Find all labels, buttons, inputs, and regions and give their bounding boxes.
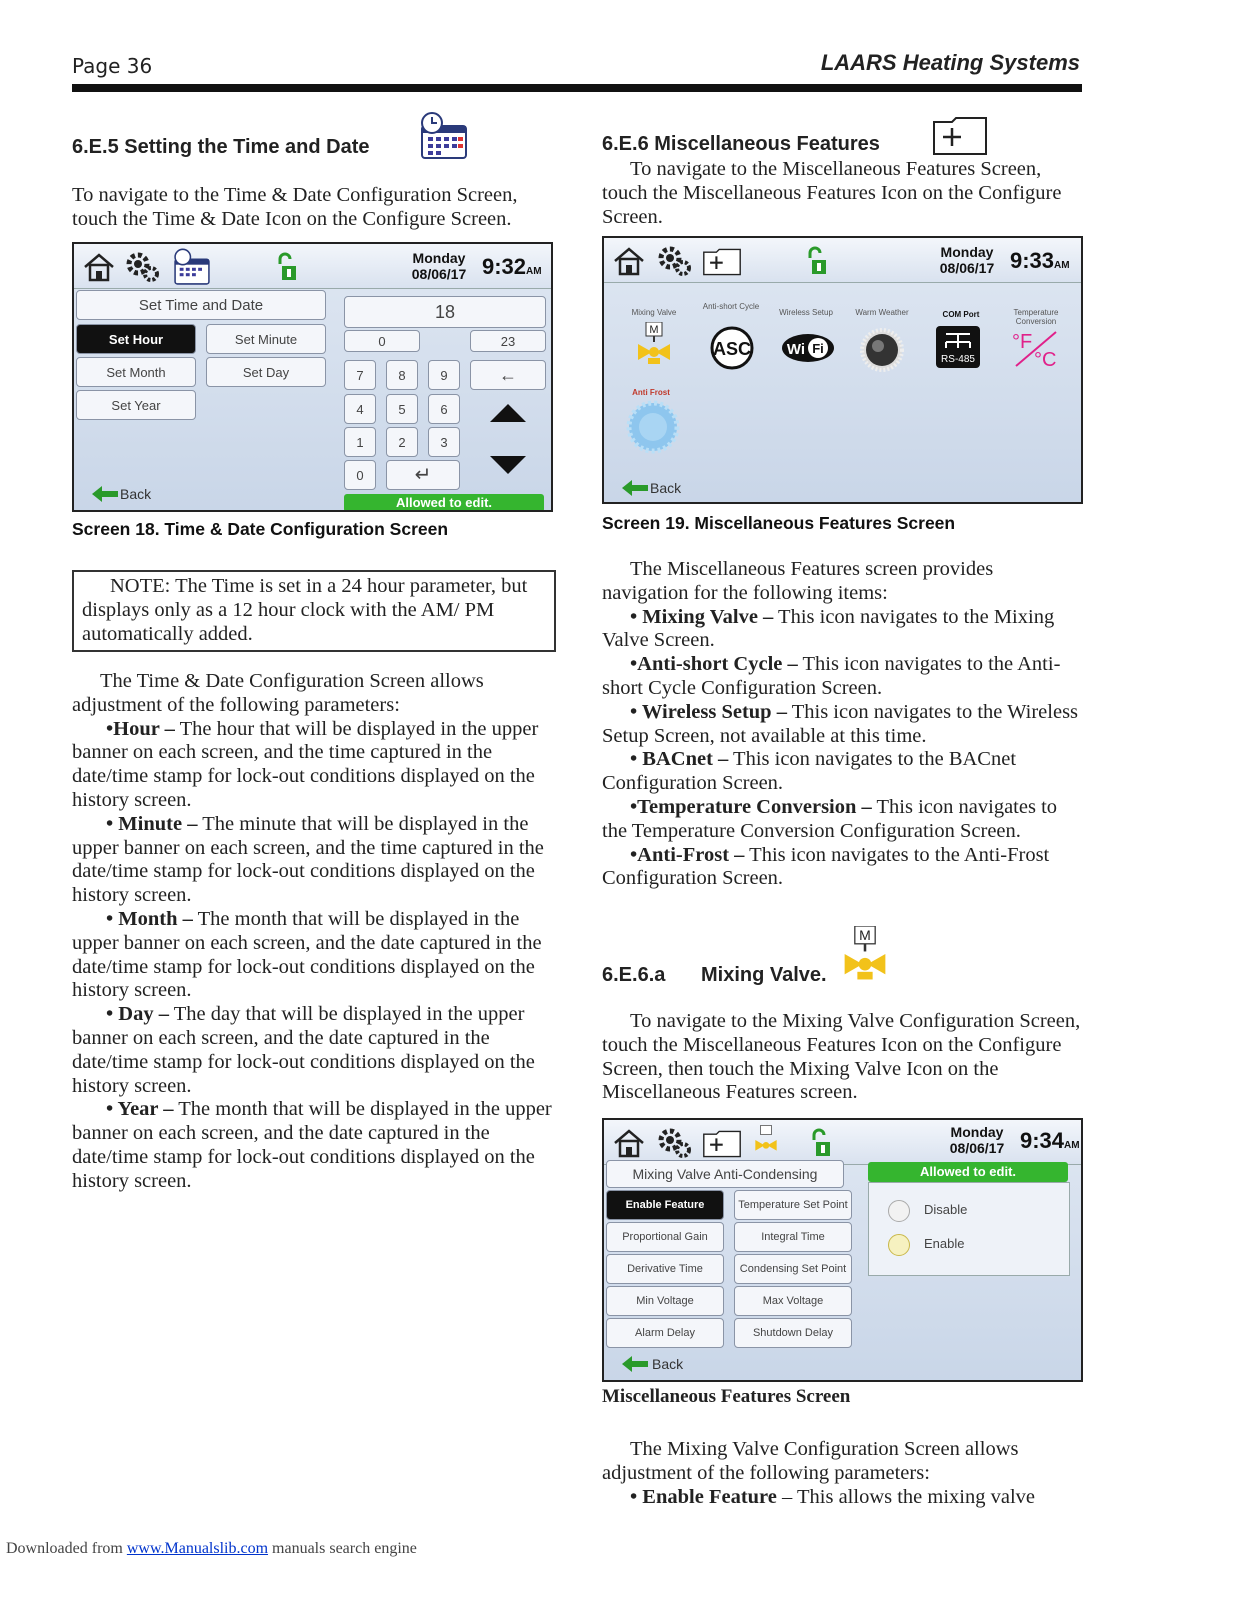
svg-text:°F: °F (1012, 331, 1033, 353)
screen-18-time: 9:32AM (482, 254, 542, 279)
home-icon (612, 1128, 646, 1163)
screen-19-day: Monday (940, 244, 994, 260)
param-day: • Day – The day that will be displayed in the upper banner on each screen, and the date captured in the date/time stamp for lock-out conditions displayed on the history screen. (72, 1003, 535, 1097)
mv-screen-time: 9:34AM (1020, 1128, 1080, 1153)
shutdown-delay-button[interactable]: Shutdown Delay (734, 1318, 852, 1348)
param-month: • Month – The month that will be displayed in the upper banner on each screen, and the date captured in the date/time stamp for lock-out conditions displayed on the history screen. (72, 907, 542, 1002)
mixing-valve-intro (602, 1010, 1084, 1105)
item-bacnet: • BACnet – This icon navigates to the BACnet Configuration Screen. (602, 748, 1017, 795)
intro-time-date: To navigate to the Time & Date Configuration Screen, touch the Time & Date Icon on the Configure Screen. (72, 184, 518, 230)
backspace-key[interactable]: ← (470, 360, 546, 390)
enter-key[interactable]: ↵ (386, 460, 460, 490)
caption-mixing-valve-screen: Miscellaneous Features Screen (602, 1386, 851, 1407)
misc-intro-para: The Miscellaneous Features screen provides navigation for the following items: (602, 558, 994, 604)
set-day-button[interactable]: Set Day (206, 357, 326, 387)
mixing-valve-screen-image (602, 1118, 1083, 1382)
intro-misc (602, 158, 1084, 229)
note-box (72, 570, 556, 652)
folder-plus-icon (702, 1130, 742, 1163)
section-title-time-date: 6.E.5 Setting the Time and Date (72, 136, 370, 158)
item-mixing-valve: • Mixing Valve – This icon navigates to the Mixing Valve Screen. (602, 605, 1055, 652)
svg-text:ASC: ASC (712, 339, 752, 359)
svg-text:M: M (859, 927, 871, 943)
mixing-valve-params (602, 1438, 1084, 1509)
item-anti-short-cycle: •Anti-short Cycle – This icon navigates to the Anti-short Cycle Configuration Screen. (602, 653, 1061, 699)
wifi-icon[interactable] (780, 332, 836, 369)
key-9[interactable]: 9 (428, 360, 460, 390)
param-minute: • Minute – The minute that will be displayed in the upper banner on each screen, and the time captured in the date/time stamp for lock-out conditions displayed on the history screen. (72, 812, 544, 907)
folder-plus-icon (932, 116, 988, 161)
svg-text:M: M (649, 324, 659, 336)
arrow-down-icon[interactable] (486, 450, 530, 485)
max-value: 23 (470, 330, 546, 352)
set-time-and-date-title: Set Time and Date (76, 290, 326, 320)
temperature-conversion-icon[interactable] (1008, 328, 1064, 375)
param-hour: •Hour – The hour that will be displayed in the upper banner on each screen, and the time captured in the date/time stamp for lock-out conditions displayed on the history screen. (72, 717, 539, 811)
screen-18-day: Monday (412, 250, 466, 266)
param-year: • Year – The month that will be displayed in the upper banner on each screen, and the date captured in the date/time stamp for lock-out conditions displayed on the history screen. (72, 1098, 552, 1192)
footer-prefix: Downloaded from (6, 1540, 127, 1557)
key-1[interactable]: 1 (344, 427, 376, 457)
unlock-icon (276, 252, 298, 287)
key-5[interactable]: 5 (386, 394, 418, 424)
svg-text:Fi: Fi (812, 341, 824, 356)
param-enable-feature: • Enable Feature – This allows the mixing valve (630, 1485, 1035, 1508)
back-arrow-icon[interactable] (622, 1356, 648, 1377)
label-temperature-conversion: Temperature Conversion (1013, 308, 1059, 326)
unlock-icon (810, 1128, 832, 1163)
enable-label: Enable (924, 1236, 965, 1251)
header-rule (72, 84, 1082, 92)
key-0[interactable]: 0 (344, 460, 376, 490)
time-date-params (72, 670, 554, 1194)
min-voltage-button[interactable]: Min Voltage (606, 1286, 724, 1316)
asc-icon[interactable] (704, 324, 760, 377)
set-hour-button[interactable]: Set Hour (76, 324, 196, 354)
set-minute-button[interactable]: Set Minute (206, 324, 326, 354)
allowed-to-edit-badge: Allowed to edit. (868, 1162, 1068, 1182)
enable-radio[interactable] (888, 1234, 910, 1256)
rs485-icon[interactable] (934, 324, 982, 375)
key-2[interactable]: 2 (386, 427, 418, 457)
home-icon (612, 246, 646, 281)
allowed-to-edit-badge: Allowed to edit. (344, 494, 544, 512)
misc-items (602, 558, 1084, 891)
max-voltage-button[interactable]: Max Voltage (734, 1286, 852, 1316)
page-number: Page 36 (72, 54, 153, 78)
back-button[interactable]: Back (650, 480, 682, 496)
screen-19-date: 08/06/17 (939, 260, 995, 276)
gear-icon (656, 244, 692, 283)
back-button[interactable]: Back (120, 486, 152, 502)
back-button[interactable]: Back (652, 1356, 684, 1372)
anti-frost-icon[interactable] (626, 400, 680, 459)
arrow-up-icon[interactable] (486, 398, 530, 433)
calendar-clock-icon (172, 248, 212, 291)
mixing-valve-params-intro: The Mixing Valve Configuration Screen allows adjustment of the following parameters: (602, 1438, 1019, 1484)
mixing-valve-icon (842, 926, 888, 987)
set-year-button[interactable]: Set Year (76, 390, 196, 420)
brand-title: LAARS Heating Systems (820, 50, 1080, 75)
footer-suffix: manuals search engine (268, 1540, 417, 1557)
enable-feature-button[interactable]: Enable Feature (606, 1190, 724, 1220)
alarm-delay-button[interactable]: Alarm Delay (606, 1318, 724, 1348)
proportional-gain-button[interactable]: Proportional Gain (606, 1222, 724, 1252)
mixing-valve-panel-title: Mixing Valve Anti-Condensing (606, 1160, 844, 1188)
home-icon (82, 252, 116, 287)
mixing-valve-intro-text: To navigate to the Mixing Valve Configuration Screen, touch the Miscellaneous Features Icon on the Configure Screen, then touch the Mixing Valve Icon on the Miscellaneous Features screen. (602, 1010, 1081, 1104)
label-anti-short-cycle: Anti-short Cycle (702, 302, 760, 311)
back-arrow-icon[interactable] (92, 486, 118, 507)
warm-weather-icon[interactable] (858, 326, 906, 379)
mv-screen-day: Monday (950, 1124, 1004, 1140)
derivative-time-button[interactable]: Derivative Time (606, 1254, 724, 1284)
item-wireless-setup: • Wireless Setup – This icon navigates to the Wireless Setup Screen, not available at this time. (602, 700, 1079, 747)
download-footer (6, 1540, 417, 1558)
value-display: 18 (344, 296, 546, 328)
key-6[interactable]: 6 (428, 394, 460, 424)
time-date-intro-para: The Time & Date Configuration Screen allows adjustment of the following parameters: (72, 670, 484, 716)
temperature-set-point-button[interactable]: Temperature Set Point (734, 1190, 852, 1220)
intro-misc-text: To navigate to the Miscellaneous Features Screen, touch the Miscellaneous Features Icon on the Configure Screen. (602, 158, 1062, 228)
item-temperature-conversion: •Temperature Conversion – This icon navigates to the Temperature Conversion Configuration Screen. (602, 795, 1058, 842)
back-arrow-icon[interactable] (622, 480, 648, 501)
folder-plus-icon (702, 248, 742, 281)
screen-18-image (72, 242, 553, 512)
section-title-misc: 6.E.6 Miscellaneous Features (602, 133, 880, 155)
key-7[interactable]: 7 (344, 360, 376, 390)
mv-screen-date: 08/06/17 (949, 1140, 1005, 1156)
min-value: 0 (344, 330, 420, 352)
options-panel (868, 1182, 1070, 1276)
mixing-valve-icon[interactable] (636, 322, 672, 371)
svg-text:Wi: Wi (786, 341, 806, 358)
screen-19-image (602, 236, 1083, 504)
mixing-valve-icon (754, 1124, 778, 1161)
key-3[interactable]: 3 (428, 427, 460, 457)
label-wireless-setup: Wireless Setup (779, 308, 833, 317)
manualslib-link[interactable]: www.Manualslib.com (126, 1540, 269, 1557)
caption-screen-19: Screen 19. Miscellaneous Features Screen (602, 513, 956, 533)
caption-screen-18: Screen 18. Time & Date Configuration Screen (72, 519, 449, 539)
subsection-title: Mixing Valve. (701, 964, 827, 986)
svg-text:RS-485: RS-485 (941, 354, 975, 365)
label-mixing-valve: Mixing Valve (631, 308, 677, 317)
unlock-icon (806, 246, 828, 281)
gear-icon (124, 250, 160, 289)
screen-19-time: 9:33AM (1010, 248, 1070, 273)
label-com-port: COM Port (942, 310, 980, 319)
calendar-clock-icon (418, 112, 470, 165)
key-4[interactable]: 4 (344, 394, 376, 424)
label-warm-weather: Warm Weather (855, 308, 909, 317)
subsection-number: 6.E.6.a (602, 964, 666, 986)
screen-18-date: 08/06/17 (411, 266, 467, 282)
key-8[interactable]: 8 (386, 360, 418, 390)
disable-radio[interactable] (888, 1200, 910, 1222)
integral-time-button[interactable]: Integral Time (734, 1222, 852, 1252)
disable-label: Disable (924, 1202, 968, 1217)
set-month-button[interactable]: Set Month (76, 357, 196, 387)
label-anti-frost: Anti Frost (632, 388, 670, 397)
svg-text:°C: °C (1034, 349, 1057, 370)
condensing-set-point-button[interactable]: Condensing Set Point (734, 1254, 852, 1284)
note-text: NOTE: The Time is set in a 24 hour parameter, but displays only as a 12 hour clock with the AM/ PM automatically added. (82, 575, 528, 645)
item-anti-frost: •Anti-Frost – This icon navigates to the Anti-Frost Configuration Screen. (602, 843, 1050, 890)
